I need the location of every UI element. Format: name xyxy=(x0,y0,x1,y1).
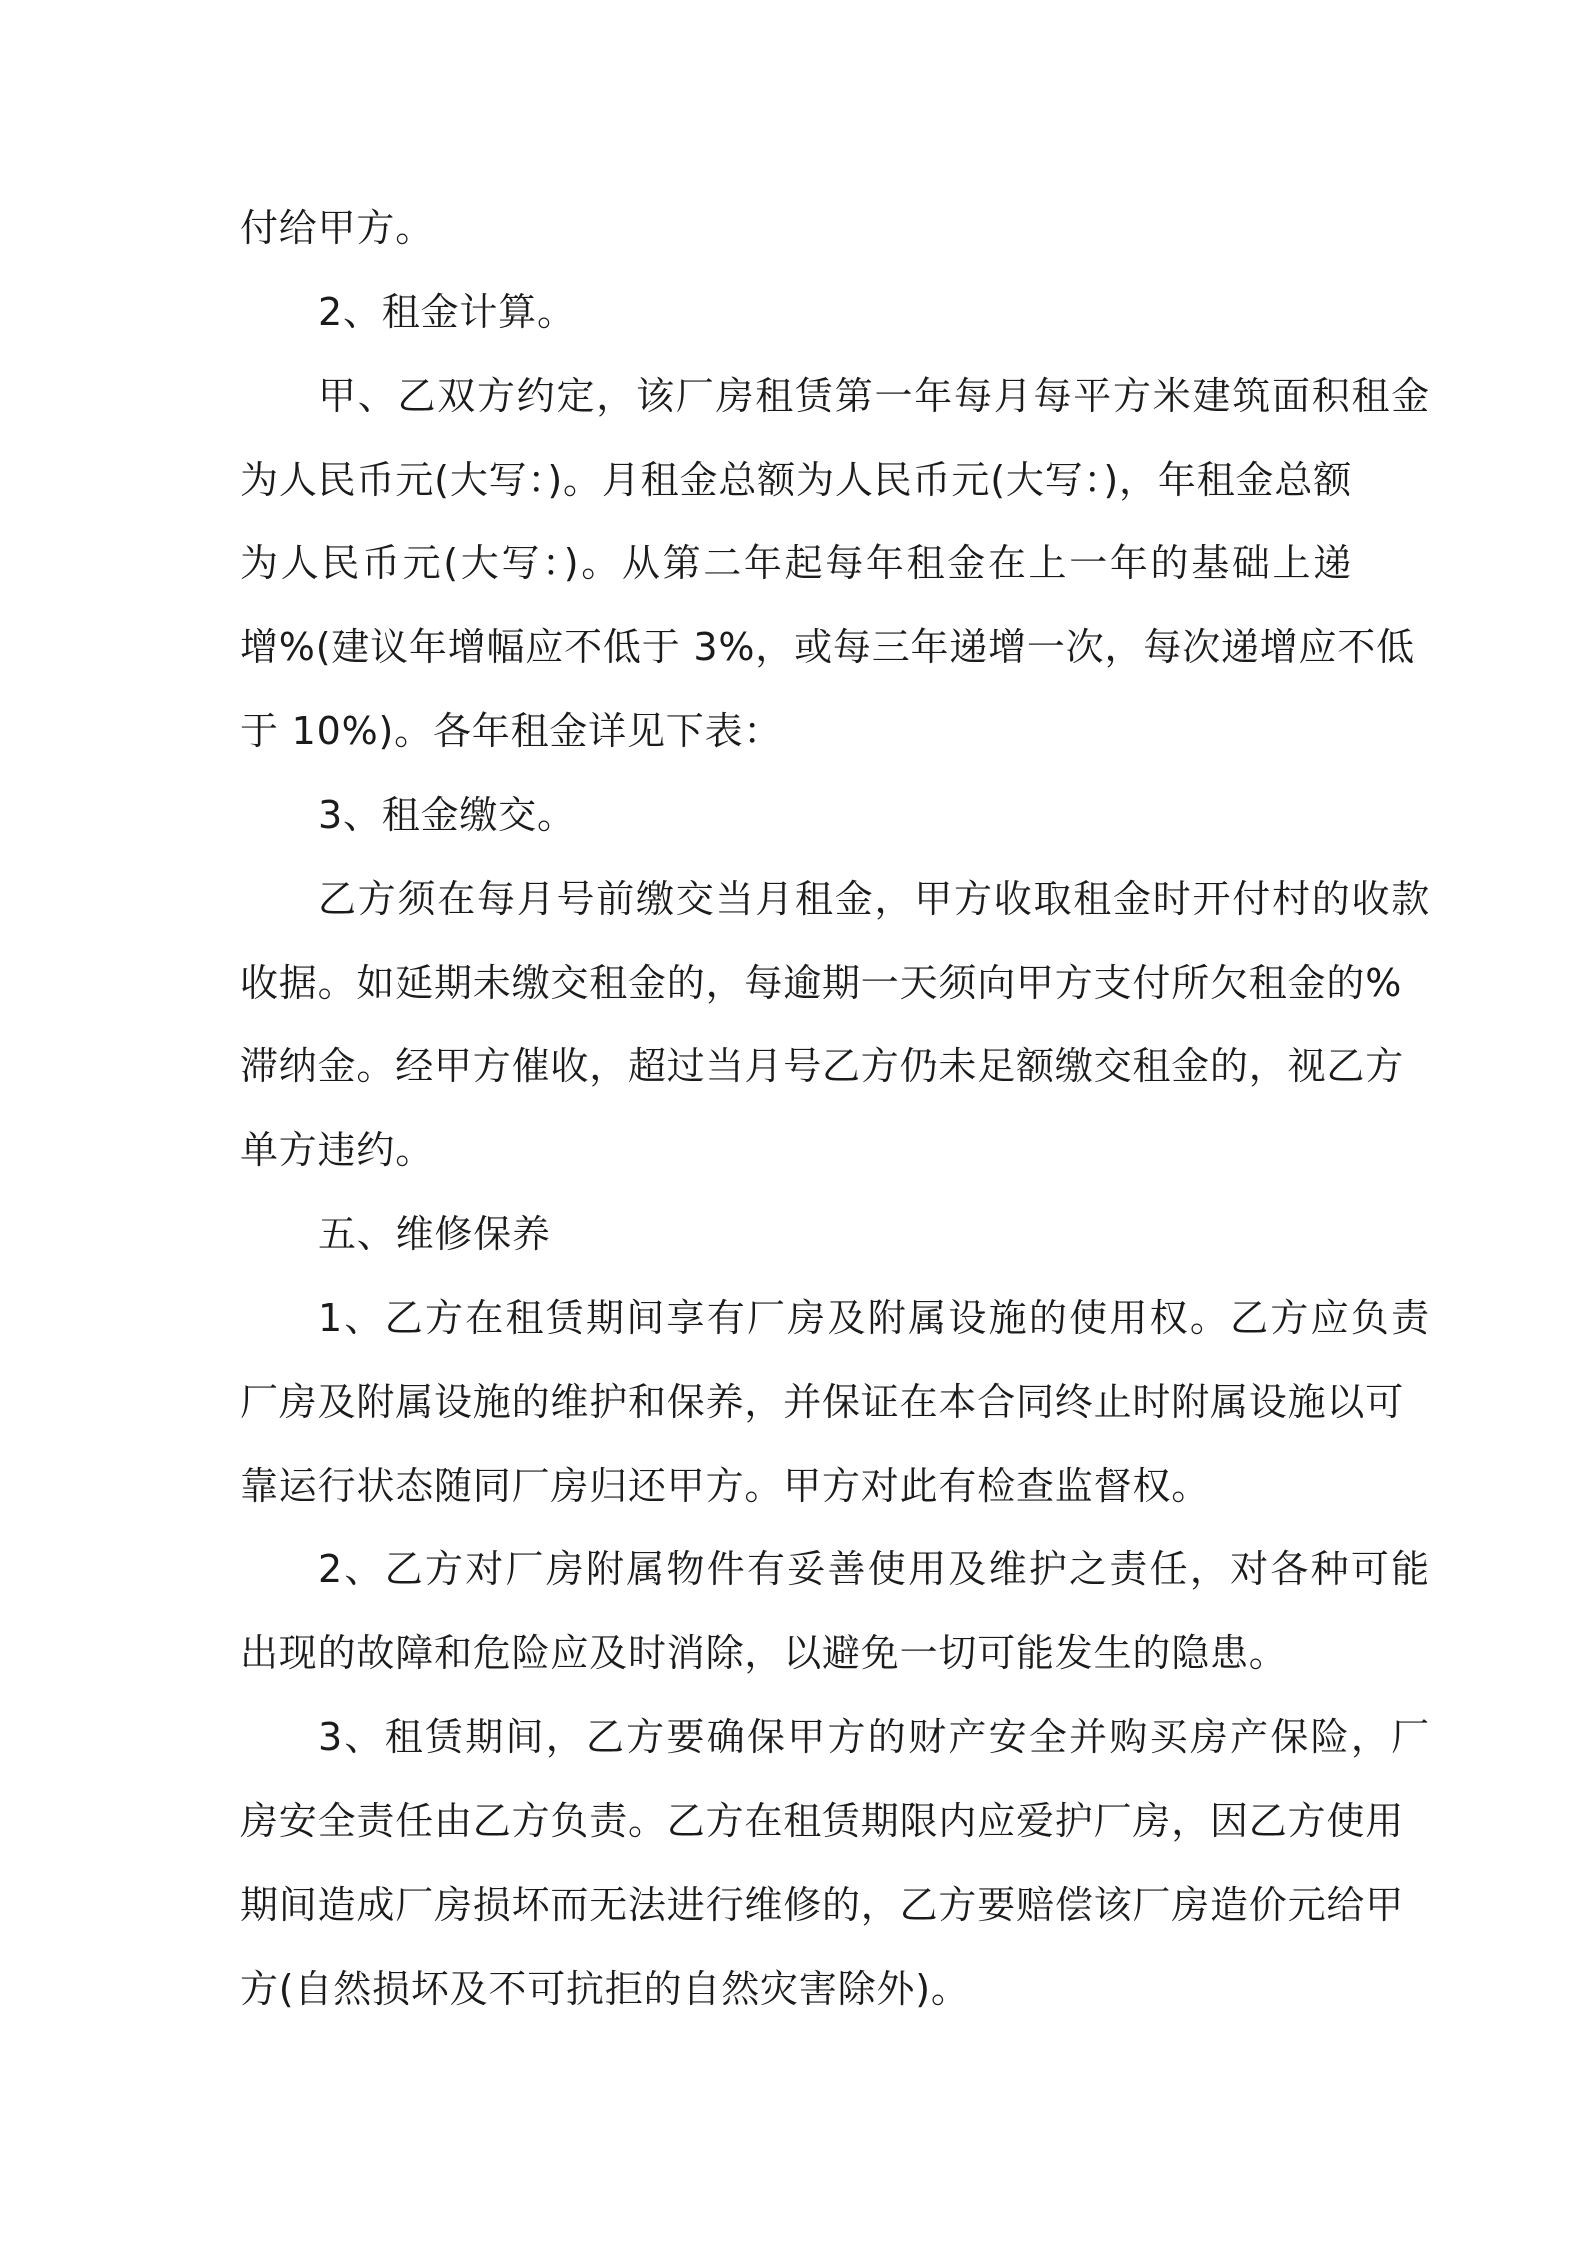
text-line: 为人民币元(大写：)。月租金总额为人民币元(大写：)，年租金总额 xyxy=(240,458,1352,502)
text-line: 3、租赁期间，乙方要确保甲方的财产安全并购买房产保险，厂 xyxy=(318,1715,1430,1759)
text-line: 滞纳金。经甲方催收，超过当月号乙方仍未足额缴交租金的，视乙方 xyxy=(240,1044,1405,1088)
text-line: 单方违约。 xyxy=(240,1128,435,1172)
text-line: 乙方须在每月号前缴交当月租金，甲方收取租金时开付村的收款 xyxy=(318,877,1430,921)
text-line: 2、乙方对厂房附属物件有妥善使用及维护之责任，对各种可能 xyxy=(318,1547,1430,1591)
text-line: 为人民币元(大写：)。从第二年起每年租金在上一年的基础上递 xyxy=(240,541,1352,585)
text-line: 房安全责任由乙方负责。乙方在租赁期限内应爱护厂房，因乙方使用 xyxy=(240,1799,1405,1843)
text-line: 靠运行状态随同厂房归还甲方。甲方对此有检查监督权。 xyxy=(240,1464,1211,1508)
text-line: 付给甲方。 xyxy=(240,206,435,250)
text-line: 甲、乙双方约定，该厂房租赁第一年每月每平方米建筑面积租金 xyxy=(318,374,1430,418)
text-line: 收据。如延期未缴交租金的，每逾期一天须向甲方支付所欠租金的% xyxy=(240,961,1403,1005)
text-line: 1、乙方在租赁期间享有厂房及附属设施的使用权。乙方应负责 xyxy=(318,1296,1430,1340)
section-heading: 五、维修保养 xyxy=(318,1212,551,1256)
text-line: 厂房及附属设施的维护和保养，并保证在本合同终止时附属设施以可 xyxy=(240,1380,1405,1424)
clause-heading: 2、租金计算。 xyxy=(318,290,576,334)
text-line: 出现的故障和危险应及时消除，以避免一切可能发生的隐患。 xyxy=(240,1631,1288,1675)
text-line: 增%(建议年增幅应不低于 3%，或每三年递增一次，每次递增应不低 xyxy=(240,625,1415,669)
text-line: 方(自然损坏及不可抗拒的自然灾害除外)。 xyxy=(240,1967,970,2011)
text-line: 期间造成厂房损坏而无法进行维修的，乙方要赔偿该厂房造价元给甲 xyxy=(240,1883,1405,1927)
text-line: 于 10%)。各年租金详见下表： xyxy=(240,709,783,753)
clause-heading: 3、租金缴交。 xyxy=(318,793,576,837)
